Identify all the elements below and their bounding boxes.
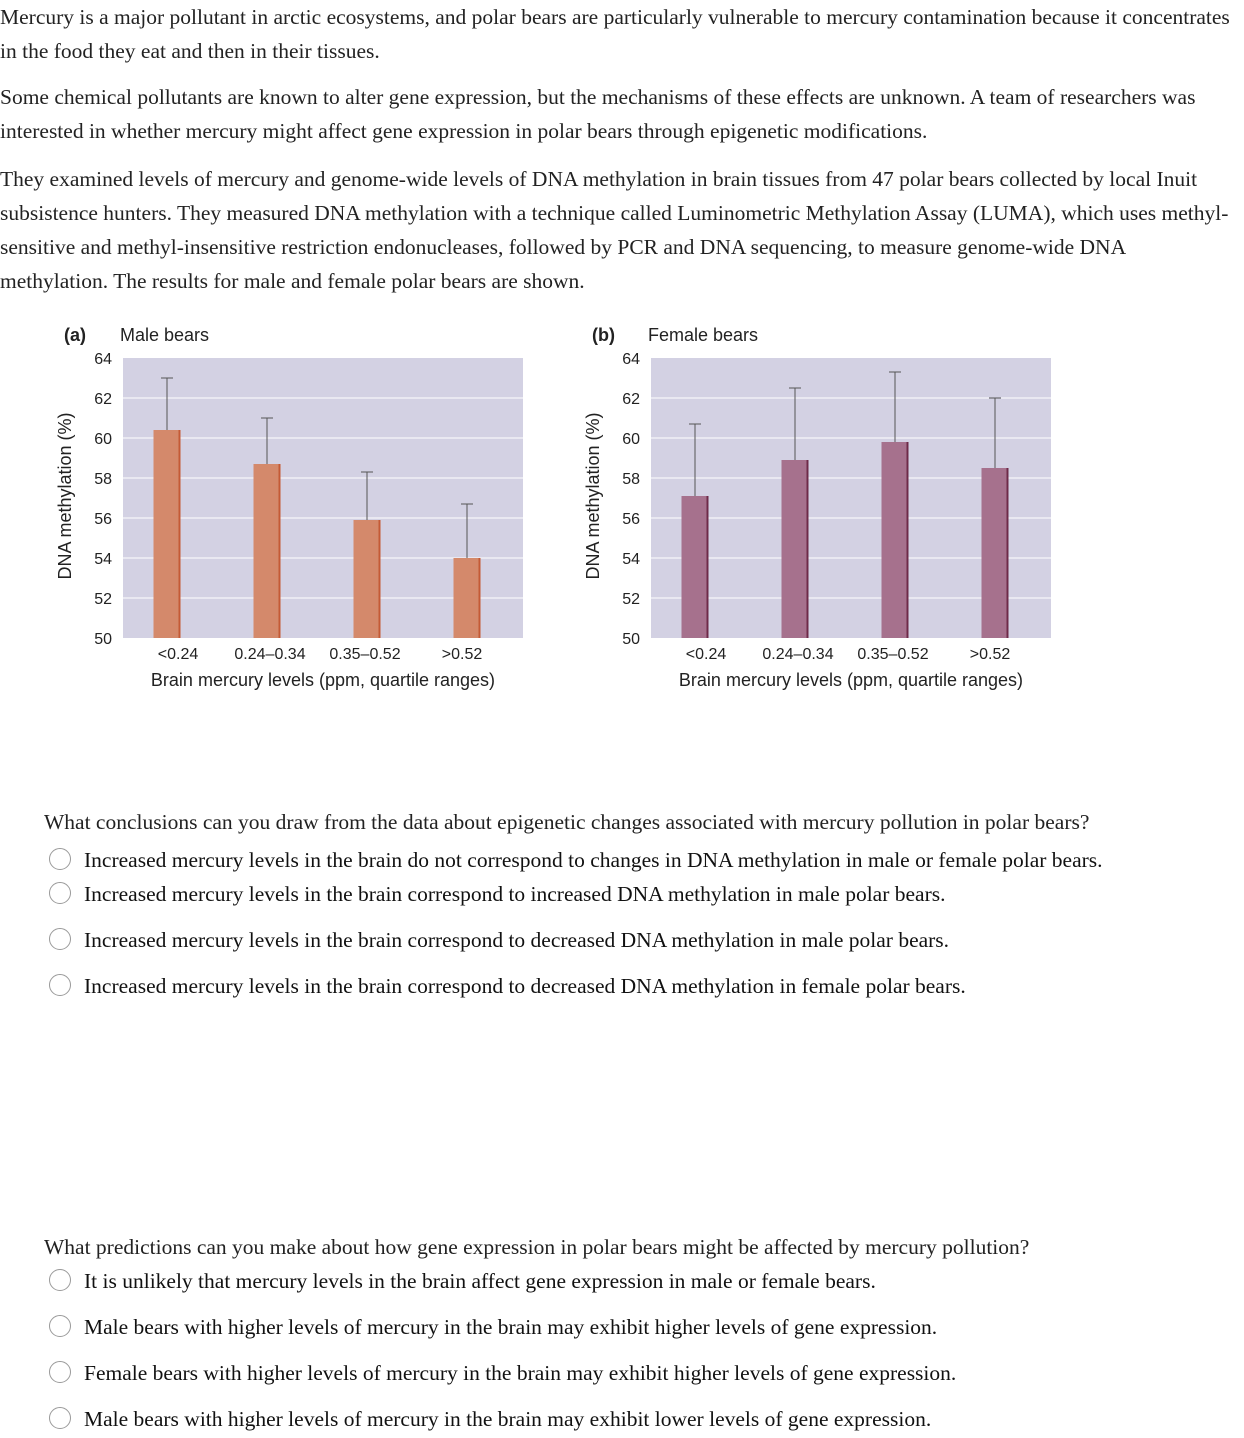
radio-button[interactable] [49,928,71,950]
y-tick-label: 54 [622,551,640,568]
question-1-option-4[interactable] [44,969,1224,1003]
question-1-option-2[interactable] [44,877,1224,911]
y-tick-label: 56 [622,511,640,528]
y-tick-label: 54 [94,551,112,568]
question-2-option-2[interactable] [44,1310,1224,1344]
radio-button[interactable] [49,974,71,996]
question-1-text: What conclusions can you draw from the data about epigenetic changes associated with mercury pollution in polar bears? [44,810,1090,834]
x-tick-label: 0.24–0.34 [762,646,834,663]
y-axis-label: DNA methylation (%) [583,412,603,580]
x-tick-label: <0.24 [157,646,199,663]
bar [454,558,481,638]
bar [354,520,381,638]
y-tick-label: 58 [94,471,112,488]
question-1-option-1[interactable] [44,843,1224,877]
question-2-option-4[interactable] [44,1402,1224,1436]
x-tick-label: 0.24–0.34 [234,646,306,663]
x-tick-label: >0.52 [969,646,1011,663]
question-1 [44,803,1224,1003]
y-tick-label: 64 [94,351,112,368]
radio-button[interactable] [49,1315,71,1337]
option-label: Increased mercury levels in the brain do not correspond to changes in DNA methylation in male or female polar bears. [84,848,1103,872]
x-axis-label: Brain mercury levels (ppm, quartile ranges) [678,670,1024,690]
panel-label: (a) [64,325,86,345]
x-tick-label: <0.24 [685,646,727,663]
option-label: Male bears with higher levels of mercury in the brain may exhibit higher levels of gene expression. [84,1315,938,1339]
intro-paragraph-3: They examined levels of mercury and genome-wide levels of DNA methylation in brain tissues from 47 polar bears collected by local Inuit subsistence hunters. They measured DNA methylation with a technique called Luminometric Methylation Assay (LUMA), which uses methyl-sensitive and methyl-insensitive restriction endonucleases, followed by PCR and DNA sequencing, to measure genome-wide DNA methylation. The results for male and female polar bears are shown. [0,167,1229,293]
question-2-text: What predictions can you make about how gene expression in polar bears might be affected by mercury pollution? [44,1235,1030,1259]
y-tick-label: 58 [622,471,640,488]
y-tick-label: 52 [94,591,112,608]
bar [254,464,281,638]
y-tick-label: 60 [94,431,112,448]
option-label: Increased mercury levels in the brain correspond to decreased DNA methylation in female polar bears. [84,974,966,998]
y-tick-label: 50 [94,631,112,648]
male-bears-chart [40,318,540,698]
y-tick-label: 52 [622,591,640,608]
radio-button[interactable] [49,848,71,870]
x-axis-label: Brain mercury levels (ppm, quartile ranges) [150,670,496,690]
bar [682,496,709,638]
radio-button[interactable] [49,1361,71,1383]
question-2-option-3[interactable] [44,1356,1224,1390]
y-tick-label: 62 [622,391,640,408]
female-bears-chart [568,318,1068,698]
bar [782,460,809,638]
bar [154,430,181,638]
x-tick-label: 0.35–0.52 [329,646,401,663]
y-tick-label: 62 [94,391,112,408]
y-tick-label: 50 [622,631,640,648]
option-label: Increased mercury levels in the brain correspond to increased DNA methylation in male polar bears. [84,882,946,906]
radio-button[interactable] [49,882,71,904]
question-1-option-3[interactable] [44,923,1224,957]
question-2 [44,1228,1224,1436]
y-tick-label: 64 [622,351,640,368]
intro-paragraph-2: Some chemical pollutants are known to alter gene expression, but the mechanisms of these effects are unknown. A team of researchers was interested in whether mercury might affect gene expression in polar bears through epigenetic modifications. [0,85,1196,143]
bar [982,468,1009,638]
option-label: Increased mercury levels in the brain correspond to decreased DNA methylation in male polar bears. [84,928,950,952]
option-label: Male bears with higher levels of mercury in the brain may exhibit lower levels of gene expression. [84,1407,932,1431]
chart-title: Female bears [648,325,759,345]
y-tick-label: 56 [94,511,112,528]
bar [882,442,909,638]
chart-title: Male bears [120,325,210,345]
x-tick-label: >0.52 [441,646,483,663]
option-label: Female bears with higher levels of mercury in the brain may exhibit higher levels of gene expression. [84,1361,957,1385]
panel-label: (b) [592,325,615,345]
option-label: It is unlikely that mercury levels in the brain affect gene expression in male or female bears. [84,1269,876,1293]
radio-button[interactable] [49,1407,71,1429]
radio-button[interactable] [49,1269,71,1291]
y-axis-label: DNA methylation (%) [55,412,75,580]
intro-paragraph-1: Mercury is a major pollutant in arctic ecosystems, and polar bears are particularly vulnerable to mercury contamination because it concentrates in the food they eat and then in their tissues. [0,5,1230,63]
y-tick-label: 60 [622,431,640,448]
question-2-option-1[interactable] [44,1264,1224,1298]
x-tick-label: 0.35–0.52 [857,646,929,663]
